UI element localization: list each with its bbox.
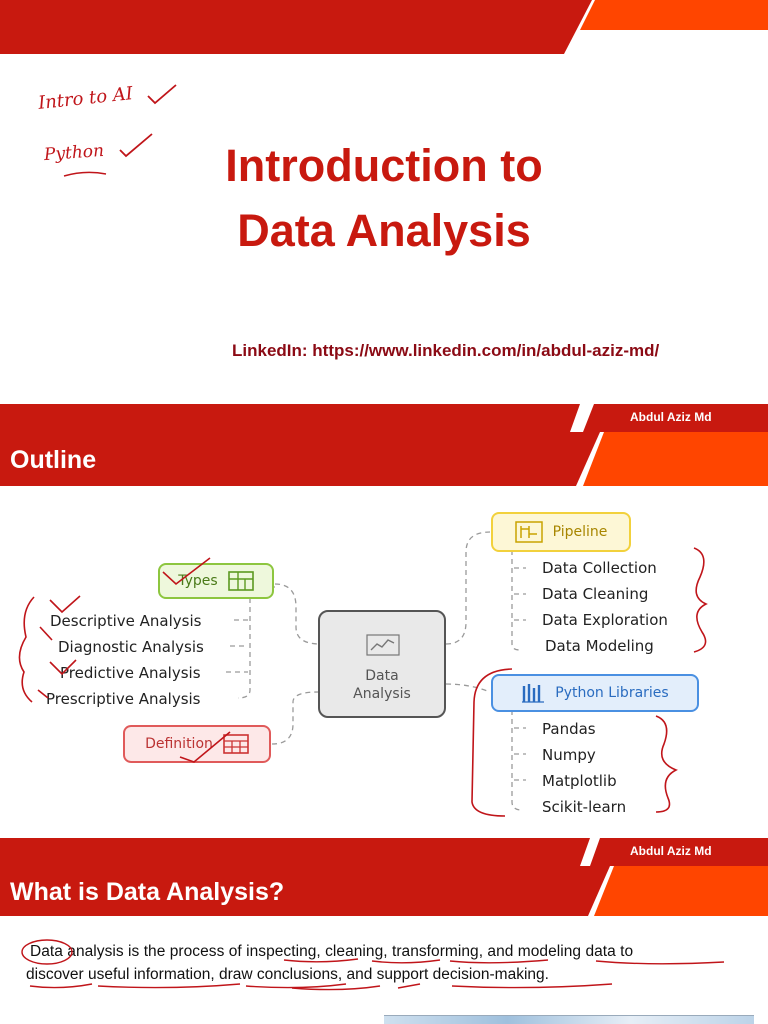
handwritten-underlines (0, 866, 768, 1024)
pipeline-item-modeling: Data Modeling (545, 637, 654, 655)
slide-what-is (0, 866, 768, 1024)
pipeline-label: Pipeline (552, 524, 608, 540)
pipeline-item-cleaning: Data Cleaning (542, 585, 649, 603)
definition-label: Definition (145, 736, 213, 752)
library-item-scikit-learn: Scikit-learn (542, 798, 627, 816)
footer-author: Abdul Aziz Md (630, 844, 712, 858)
check-icon (146, 82, 178, 106)
footer-author: Abdul Aziz Md (630, 410, 712, 424)
title-line-1: Introduction to (225, 140, 543, 191)
library-item-matplotlib: Matplotlib (542, 772, 617, 790)
types-item-diagnostic: Diagnostic Analysis (58, 638, 204, 656)
types-item-predictive: Predictive Analysis (60, 664, 201, 682)
definition-text-line-2: discover useful information, draw conclusions, and support decision-making. (26, 966, 549, 983)
python-libraries-label: Python Libraries (555, 685, 669, 701)
handwritten-annotations (0, 432, 768, 866)
pipeline-item-collection: Data Collection (542, 559, 657, 577)
title-line-2: Data Analysis (237, 205, 531, 256)
slide-title: Outline (10, 446, 97, 474)
types-item-prescriptive: Prescriptive Analysis (46, 690, 201, 708)
center-label-line-2: Analysis (353, 686, 411, 702)
types-label: Types (178, 573, 218, 589)
slide-title: What is Data Analysis? (10, 878, 285, 906)
linkedin-link[interactable]: LinkedIn: https://www.linkedin.com/in/abdul-aziz-md/ (232, 341, 660, 360)
center-label-line-1: Data (365, 668, 399, 684)
slide-outline (0, 432, 768, 866)
image-thumbnail (384, 1015, 754, 1024)
top-banner (0, 0, 768, 54)
handwritten-note-intro-ai: Intro to AI (37, 83, 134, 114)
library-item-numpy: Numpy (542, 746, 596, 764)
definition-text-line-1: Data analysis is the process of inspecting, cleaning, transforming, and modeling data to (30, 943, 634, 960)
types-item-descriptive: Descriptive Analysis (50, 612, 202, 630)
library-item-pandas: Pandas (542, 720, 596, 738)
slide-title (0, 0, 768, 432)
handwritten-note-python: Python (43, 140, 105, 166)
pipeline-item-exploration: Data Exploration (542, 611, 668, 629)
